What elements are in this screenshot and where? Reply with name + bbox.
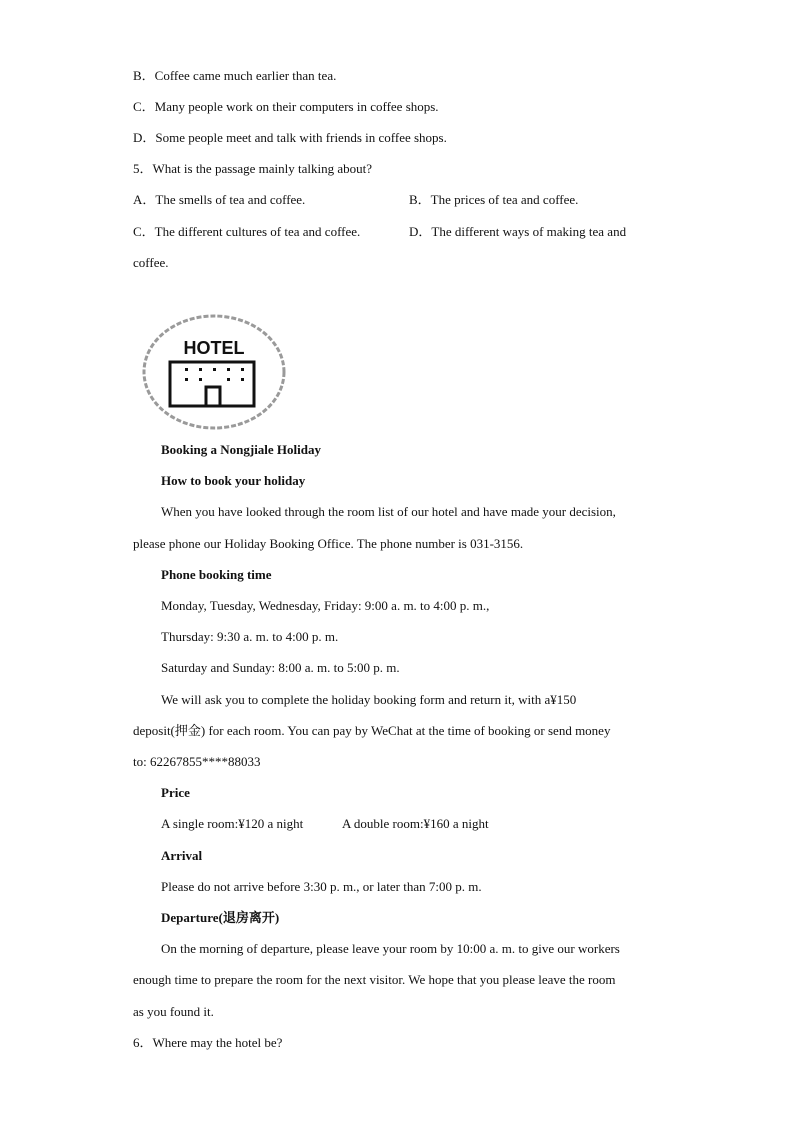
departure-line-2: enough time to prepare the room for the next visitor. We hope that you please leave the room (133, 972, 616, 987)
deposit-line-1: We will ask you to complete the holiday booking form and return it, with a¥150 (161, 692, 577, 707)
double-room-price: A double room:¥160 a night (342, 816, 489, 831)
booking-time-weekdays: Monday, Tuesday, Wednesday, Friday: 9:00 a. m. to 4:00 p. m., (161, 598, 490, 613)
q4-option-d: D．Some people meet and talk with friends in coffee shops. (133, 130, 447, 145)
q4-option-c: C．Many people work on their computers in coffee shops. (133, 99, 439, 114)
departure-line-3: as you found it. (133, 1004, 214, 1019)
logo-circle (144, 316, 284, 428)
q5-question: 5．What is the passage mainly talking about? (133, 161, 372, 176)
deposit-line-2: deposit(押金) for each room. You can pay by WeChat at the time of booking or send money (133, 723, 611, 738)
departure-heading: Departure(退房离开) (161, 910, 280, 925)
departure-line-1: On the morning of departure, please leave your room by 10:00 a. m. to give our workers (161, 941, 620, 956)
article-title: Booking a Nongjiale Holiday (161, 442, 321, 457)
deposit-line-3: to: 62267855****88033 (133, 754, 261, 769)
single-room-price: A single room:¥120 a night (161, 816, 304, 831)
price-heading: Price (161, 785, 190, 800)
arrival-text: Please do not arrive before 3:30 p. m., or later than 7:00 p. m. (161, 879, 482, 894)
q5-option-d-cont: coffee. (133, 255, 169, 270)
intro-line-2: please phone our Holiday Booking Office. The phone number is 031-3156. (133, 536, 524, 551)
arrival-heading: Arrival (161, 848, 203, 863)
q5-option-a: A．The smells of tea and coffee. (133, 192, 306, 207)
intro-line-1: When you have looked through the room list of our hotel and have made your decision, (161, 504, 616, 519)
building-door (206, 387, 220, 406)
how-to-book-heading: How to book your holiday (161, 473, 306, 488)
q6-question: 6．Where may the hotel be? (133, 1035, 283, 1050)
phone-booking-heading: Phone booking time (161, 567, 272, 582)
booking-time-thursday: Thursday: 9:30 a. m. to 4:00 p. m. (161, 629, 339, 644)
booking-time-weekend: Saturday and Sunday: 8:00 a. m. to 5:00 p. m. (161, 660, 400, 675)
q4-option-b: B．Coffee came much earlier than tea. (133, 68, 337, 83)
hotel-logo (140, 312, 288, 432)
q5-option-d: D．The different ways of making tea and (409, 224, 627, 239)
q5-option-b: B．The prices of tea and coffee. (409, 192, 579, 207)
q5-option-c: C．The different cultures of tea and coffee. (133, 224, 361, 239)
building-windows (185, 368, 244, 381)
logo-text: HOTEL (183, 338, 245, 358)
